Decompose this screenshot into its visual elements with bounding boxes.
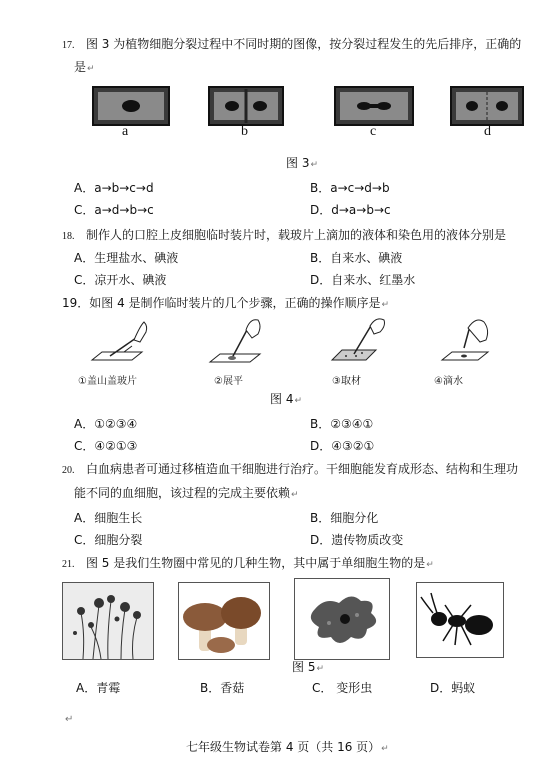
- return-mark: ↵: [426, 560, 434, 570]
- cell-label-b: b: [241, 124, 248, 139]
- q17-stem-line1: [62, 33, 521, 57]
- cell-label-c: c: [370, 124, 377, 139]
- return-mark: ↵: [316, 664, 324, 674]
- ant-drawing: [417, 583, 503, 657]
- q18-option-c: C．凉开水、碘液: [74, 273, 167, 287]
- q20-number: 20.: [62, 465, 75, 476]
- q20-text-line1: 白血病患者可通过移植造血干细胞进行治疗。干细胞能发育成形态、结构和生理功: [85, 462, 518, 476]
- q18-text: 制作人的口腔上皮细胞临时装片时，载玻片上滴加的液体和染色用的液体分别是: [85, 228, 506, 242]
- q19-option-d: D．④③②①: [310, 439, 375, 453]
- cell-label-d: d: [484, 124, 491, 139]
- figure-5-caption: [292, 658, 324, 675]
- return-mark: ↵: [310, 160, 318, 170]
- q21-stem: [62, 552, 434, 576]
- q19-option-a: A．①②③④: [74, 417, 138, 431]
- step-2-label: ②展平: [214, 376, 243, 387]
- footer-text: 七年级生物试卷第 4 页（共 16 页）: [186, 740, 381, 754]
- cell-d: [450, 86, 524, 126]
- figure-3-caption-text: 图 3: [286, 156, 310, 170]
- step-1-drawing: [84, 316, 154, 366]
- mold-photo: [62, 582, 154, 660]
- q19-text: 19．如图 4 是制作临时装片的几个步骤，正确的操作顺序是: [62, 296, 381, 310]
- q21-option-b: B．香菇: [200, 681, 245, 695]
- q21-text: 图 5 是我们生物圈中常见的几种生物，其中属于单细胞生物的是: [85, 556, 426, 570]
- step-3-label: ③取材: [332, 376, 361, 387]
- figure-3: [88, 84, 528, 144]
- q20-option-b: B．细胞分化: [310, 511, 379, 525]
- cell-b: [208, 86, 284, 126]
- page-footer: [186, 738, 389, 755]
- q19-stem: [62, 292, 389, 316]
- q18-number: 18.: [62, 231, 75, 242]
- q20-stem-line2: [74, 482, 299, 506]
- step-2-drawing: [206, 316, 276, 366]
- step-4-label: ④滴水: [434, 376, 463, 387]
- q20-stem-line1: [62, 458, 518, 482]
- figure-4-caption: [270, 390, 302, 407]
- cell-c: [334, 86, 414, 126]
- q19-option-b: B．②③④①: [310, 417, 374, 431]
- amoeba-photo: [294, 578, 390, 660]
- return-mark: ↵: [65, 714, 74, 725]
- q18-option-b: B．自来水、碘液: [310, 251, 403, 265]
- mushroom-photo: [178, 582, 270, 660]
- mushroom-drawing: [179, 583, 269, 659]
- return-mark: ↵: [87, 64, 95, 74]
- cell-label-a: a: [122, 124, 129, 139]
- q18-option-a: A．生理盐水、碘液: [74, 251, 179, 265]
- q17-number: 17.: [62, 40, 75, 51]
- amoeba-drawing: [295, 579, 389, 659]
- q18-stem: [62, 224, 506, 248]
- q20-text-line2: 能不同的血细胞，该过程的完成主要依赖: [74, 486, 291, 500]
- figure-5-caption-text: 图 5: [292, 660, 316, 674]
- step-3-drawing: [326, 316, 396, 366]
- q20-option-c: C．细胞分裂: [74, 533, 143, 547]
- q21-option-a: A．青霉: [76, 681, 121, 695]
- q21-number: 21.: [62, 559, 75, 570]
- q17-option-a: A．a→b→c→d: [74, 181, 154, 195]
- q17-stem-line2: [74, 56, 95, 80]
- ant-photo: [416, 582, 504, 658]
- figure-3-caption: [286, 154, 318, 171]
- q19-option-c: C．④②①③: [74, 439, 138, 453]
- mold-drawing: [63, 583, 153, 659]
- q18-option-d: D．自来水、红墨水: [310, 273, 416, 287]
- q20-option-d: D．遗传物质改变: [310, 533, 404, 547]
- q20-option-a: A．细胞生长: [74, 511, 143, 525]
- step-1-label: ①盖山盖玻片: [78, 376, 137, 387]
- q21-option-c: C． 变形虫: [312, 681, 373, 695]
- q17-text-line1: 图 3 为植物细胞分裂过程中不同时期的图像，按分裂过程发生的先后排序，正确的: [85, 37, 522, 51]
- figure-4: [70, 316, 510, 388]
- figure-4-caption-text: 图 4: [270, 392, 294, 406]
- cell-a: [92, 86, 170, 126]
- step-4-drawing: [436, 316, 506, 366]
- return-mark: ↵: [381, 300, 390, 310]
- q17-option-b: B．a→c→d→b: [310, 181, 390, 195]
- return-mark: ↵: [291, 490, 299, 500]
- q17-option-c: C．a→d→b→c: [74, 203, 154, 217]
- q21-option-d: D．蚂蚁: [430, 681, 476, 695]
- q17-option-d: D．d→a→b→c: [310, 203, 391, 217]
- q17-text-line2: 是: [74, 60, 87, 74]
- return-mark: ↵: [381, 744, 389, 754]
- return-mark: ↵: [294, 396, 302, 406]
